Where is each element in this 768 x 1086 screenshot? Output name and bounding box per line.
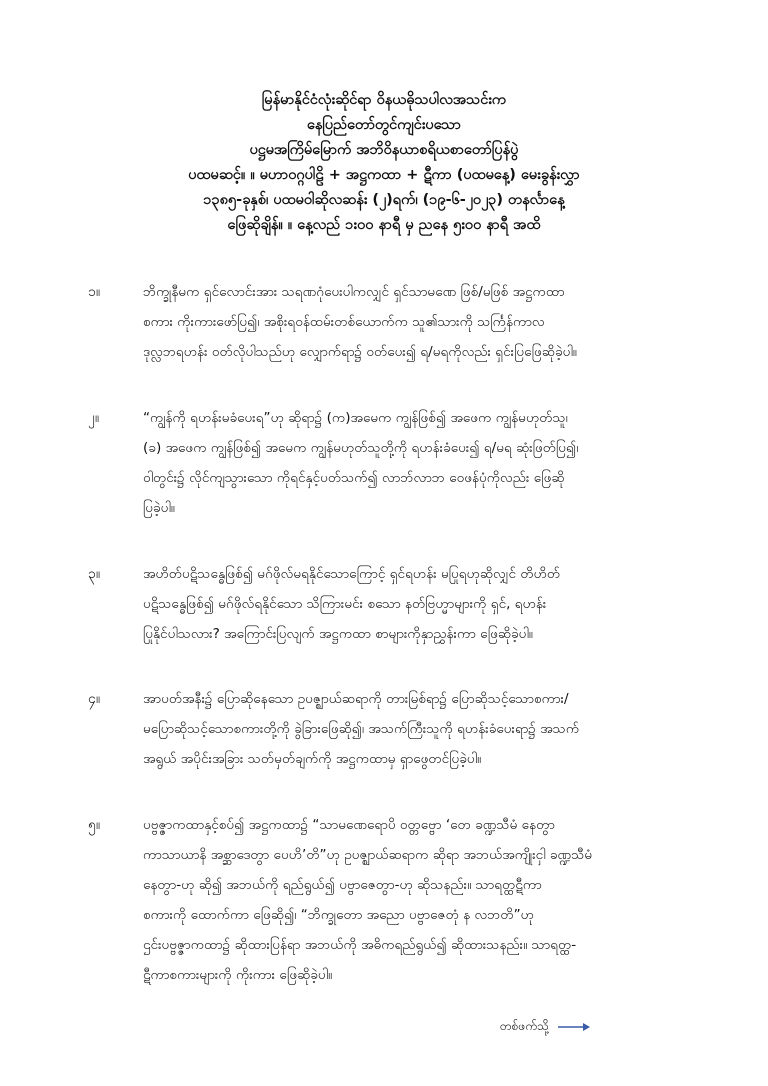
- question-line: ဒုလ္လဘရဟန်း ဝတ်လိုပါသည်ဟု လျှောက်ရာ၌ ဝတ်ပေး၍ ရ/မရကိုလည်း ရှင်းပြဖြေဆိုခဲ့ပါ။: [143, 344, 577, 360]
- question-line: ဋီကာစကားများကို ကိုးကား ဖြေဆိုခဲ့ပါ။: [143, 967, 333, 983]
- question-number: ၄။: [88, 691, 101, 707]
- question-5: [88, 810, 688, 992]
- exam-header: [0, 88, 768, 238]
- question-number: ၁။: [88, 284, 101, 300]
- header-association-line: မြန်မာနိုင်ငံလုံးဆိုင်ရာ ဝိနယဓိုသပါလအသင်းက: [261, 92, 507, 108]
- question-4: [88, 684, 688, 776]
- header-exam-title-line: ပဋ္ဌမအကြိမ်မြောက် အဘိဝိနယာစရိယစာတော်ပြန်ပွဲ: [249, 142, 519, 158]
- question-line: ဝါတွင်း၌ လိုင်ကျသွားသော ကိုရင်နှင့်ပတ်သက်၍ လာဘ်လာဘ ဝေဖန်ပုံကိုလည်း ဖြေဆို: [143, 470, 565, 486]
- header-location-line: နေပြည်တော်တွင်ကျင်းပသော: [307, 117, 461, 133]
- question-line: နေတွာ-ဟု ဆို၍ အဘယ်ကို ရည်ရွယ်၍ ပဗ္ဗာဇေတွာ-ဟု ဆိုသနည်း။ သာရတ္ထဋီကာ: [143, 877, 542, 893]
- question-text: [143, 277, 691, 367]
- continue-indicator: [500, 1016, 660, 1038]
- question-line: ဌင်းပဗ္ဗဇ္ဇာကထာ၌ ဆိုထားပြန်ရာ အဘယ်ကို အဓိကရည်ရွယ်၍ ဆိုထားသနည်း။ သာရတ္ထ-: [143, 937, 577, 953]
- question-number: ၃။: [88, 566, 101, 582]
- header-time-line: ဖြေဆိုချိန်။ ။ နေ့လည် ၁း၀၀ နာရီ မှ ညနေ ၅း၀၀ နာရီ အထိ: [227, 217, 541, 233]
- question-2: [88, 403, 688, 525]
- question-line: ပဗ္ဗဇ္ဇာကထာနှင့်စပ်၍ အဋ္ဌကထာ၌ “သာမဏေရောပိ ဝတ္တဗ္ဗော ‘တေ ခဏ္ဍသီမံ နေတွာ: [143, 817, 555, 833]
- question-line: စကား ကိုးကားဖော်ပြ၍၊ အစိုးရဝန်ထမ်းတစ်ယောက်က သူ၏သားကို သင်္ကြန်ကာလ: [143, 314, 545, 330]
- question-text: [143, 684, 691, 774]
- question-line: အာပတ်အနီး၌ ပြောဆိုနေသော ဥပဇ္ဈာယ်ဆရာကို တားမြစ်ရာ၌ ပြောဆိုသင့်သောစကား/: [143, 691, 569, 707]
- header-date-line: ၁၃၈၅-ခုနှစ်၊ ပထမဝါဆိုလဆန်း (၂)ရက်၊ (၁၉-၆-၂၀၂၃) တနင်္လာနေ့: [203, 192, 565, 208]
- question-line: ပြုနိုင်ပါသလား? အကြောင်းပြလျက် အဋ္ဌကထာ စာများကိုနှာညွှန်းကာ ဖြေဆိုခဲ့ပါ။: [143, 626, 533, 642]
- question-text: [143, 559, 691, 649]
- continue-label: တစ်ဖက်သို့: [500, 1019, 549, 1033]
- question-line: ပဋိသန္ဓေဖြစ်၍ မဂ်ဖိုလ်ရနိုင်သော သိကြားမင်း စသော နတ်ဗြဟ္မာများကို ရှင်, ရဟန်း: [143, 596, 547, 612]
- question-3: [88, 559, 688, 651]
- right-arrow-icon: [557, 1021, 591, 1033]
- question-line: အဟိတ်ပဋိသန္ဓေဖြစ်၍ မဂ်ဖိုလ်မရနိုင်သောကြောင့် ရှင်ရဟန်း မပြုရဟုဆိုလျှင် တိဟိတ်: [143, 566, 561, 582]
- question-text: [143, 810, 691, 990]
- question-line: ဘိက္ခုနီမက ရှင်လောင်းအား သရဏဂုံပေးပါကလျှင် ရှင်သာမဏေ ဖြစ်/မဖြစ် အဋ္ဌကထာ: [143, 284, 565, 300]
- question-line: စကားကို ထောက်ကာ ဖြေဆို၍၊ “ဘိက္ခုတော အညော ပဗ္ဗာဇေတုံ န လဘတိ”ဟု: [143, 907, 534, 923]
- header-paper-line: ပထမဆင့်။ ။ မဟာဝဂ္ဂပါဠိ + အဋ္ဌကထာ + ဋီကာ (ပထမနေ့) မေးခွန်းလွှာ: [188, 167, 580, 183]
- question-line: မပြောဆိုသင့်သောစကားတို့ကို ခွဲခြားဖြေဆို၍၊ အသက်ကြီးသူကို ရဟန်းခံပေးရာ၌ အသက်: [143, 721, 580, 737]
- question-line: ပြခဲ့ပါ။: [143, 500, 175, 516]
- question-line: “ကျွန်ကို ရဟန်းမခံပေးရ”ဟု ဆိုရာ၌ (က)အမေက ကျွန်ဖြစ်၍ အဖေက ကျွန်မဟုတ်သူ၊: [143, 410, 568, 426]
- question-line: (ခ) အဖေက ကျွန်ဖြစ်၍ အမေက ကျွန်မဟုတ်သူတို့ကို ရဟန်းခံပေး၍ ရ/မရ ဆုံးဖြတ်ပြ၍၊: [143, 440, 579, 456]
- question-1: [88, 277, 688, 369]
- question-line: အရွယ် အပိုင်းအခြား သတ်မှတ်ချက်ကို အဋ္ဌကထာမှ ရှာဖွေတင်ပြခဲ့ပါ။: [143, 751, 482, 767]
- question-number: ၂။: [88, 410, 100, 426]
- question-text: [143, 403, 691, 523]
- question-number: ၅။: [88, 817, 101, 833]
- question-line: ကာသာယာနိ အစ္ဆာဒေတွာ ပေဟိ’တိ”ဟု ဥပဇ္ဈာယ်ဆရာက ဆိုရာ အဘယ်အကျိုးငှါ ခဏ္ဍသီမံ: [143, 847, 593, 863]
